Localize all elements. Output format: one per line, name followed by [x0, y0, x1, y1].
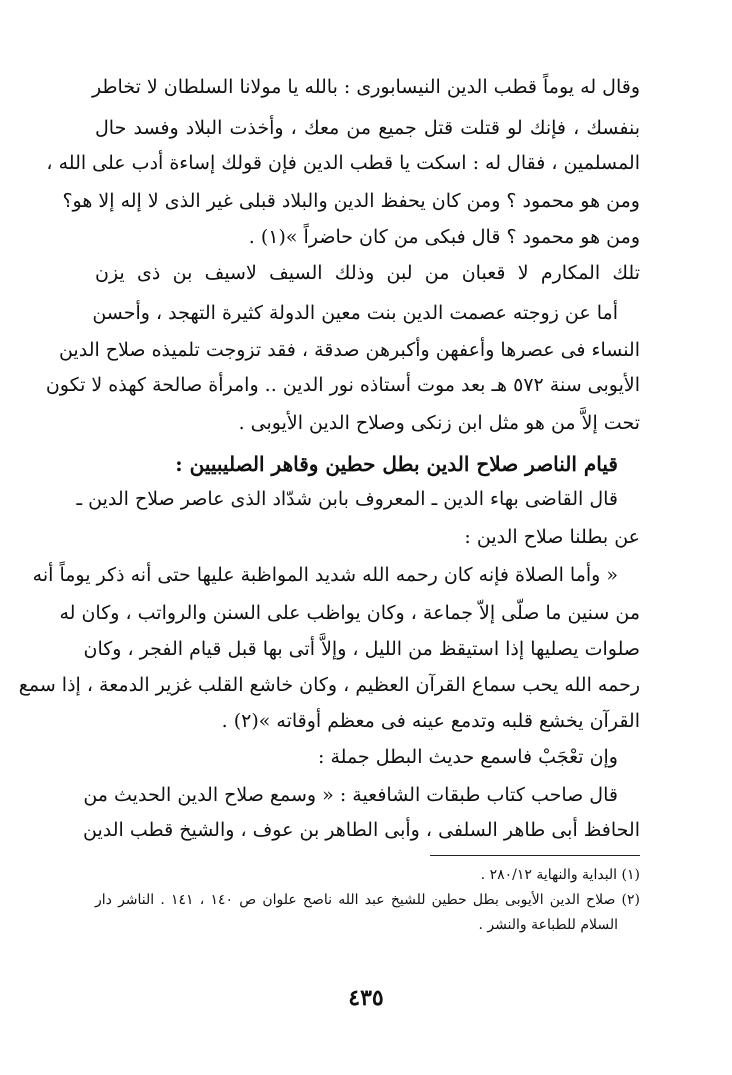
poetry-verse: تلك المكارم لا قعبان من لبن وذلك السيف لاسيف بن ذى يزن [95, 262, 640, 284]
body-line-20: قال صاحب كتاب طبقات الشافعية : « وسمع صلاح الدين الحديث من [83, 784, 618, 806]
footnote-1: (١) البداية والنهاية ٢٨٠/١٢ . [480, 867, 640, 883]
body-line-7: أما عن زوجته عصمت الدين بنت معين الدولة كثيرة التهجد ، وأحسن [92, 302, 618, 324]
body-line-9: الأيوبى سنة ٥٧٢ هـ بعد موت أستاذه نور الدين .. وامرأة صالحة كهذه لا تكون [45, 374, 640, 396]
footnote-2-continuation: السلام للطباعة والنشر . [478, 917, 618, 933]
footnote-2: (٢) صلاح الدين الأيوبى بطل حطين للشيخ عبد الله ناصح علوان ص ١٤٠ ، ١٤١ . الناشر دار [95, 892, 640, 908]
quote-line-4: رحمه الله يحب سماع القرآن العظيم ، وكان خاشع القلب غزير الدمعة ، إذا سمع [18, 674, 640, 696]
quote-line-5: القرآن يخشع قلبه وتدمع عينه فى معظم أوقاته »(٢) . [221, 710, 640, 732]
body-line-1: وقال له يوماً قطب الدين النيسابورى : بالله يا مولانا السلطان لا تخاطر [91, 76, 640, 98]
body-line-8: النساء فى عصرها وأعفهن وأكبرهن صدقة ، فقد تزوجت تلميذه صلاح الدين [58, 339, 640, 361]
body-line-19: وإن تعْجَبْ فاسمع حديث البطل جملة : [318, 746, 618, 768]
body-line-2: بنفسك ، فإنك لو قتلت قتل جميع من معك ، وأخذت البلاد وفسد حال [95, 117, 640, 139]
quote-line-2: من سنين ما صلّى إلاّ جماعة ، وكان يواظب على السنن والرواتب ، وكان له [59, 602, 640, 624]
quote-line-1: « وأما الصلاة فإنه كان رحمه الله شديد المواظبة عليها حتى أنه ذكر يوماً أنه [32, 564, 618, 586]
quote-line-3: صلوات يصليها إذا استيقظ من الليل ، وإلاَّ أتى بها قبل قيام الفجر ، وكان [83, 638, 640, 660]
page-number: ٤٣٥ [348, 985, 384, 1011]
section-heading: قيام الناصر صلاح الدين بطل حطين وقاهر الصليبيين : [175, 452, 618, 476]
body-line-10: تحت إلاَّ من هو مثل ابن زنكى وصلاح الدين الأيوبى . [238, 412, 640, 434]
body-line-12: قال القاضى بهاء الدين ـ المعروف بابن شدّاد الذى عاصر صلاح الدين ـ [76, 488, 618, 510]
footnote-separator [430, 855, 640, 856]
body-line-3: المسلمين ، فقال له : اسكت يا قطب الدين فإن قولك إساءة أدب على الله ، [46, 152, 640, 174]
body-line-13: عن بطلنا صلاح الدين : [464, 526, 640, 548]
body-line-4: ومن هو محمود ؟ ومن كان يحفظ الدين والبلاد قبلى غير الذى لا إله إلا هو؟ [62, 190, 640, 212]
body-line-21: الحافظ أبى طاهر السلفى ، وأبى الطاهر بن عوف ، والشيخ قطب الدين [83, 819, 640, 841]
body-line-5: ومن هو محمود ؟ قال فبكى من كان حاضراً »(١) . [248, 226, 640, 248]
